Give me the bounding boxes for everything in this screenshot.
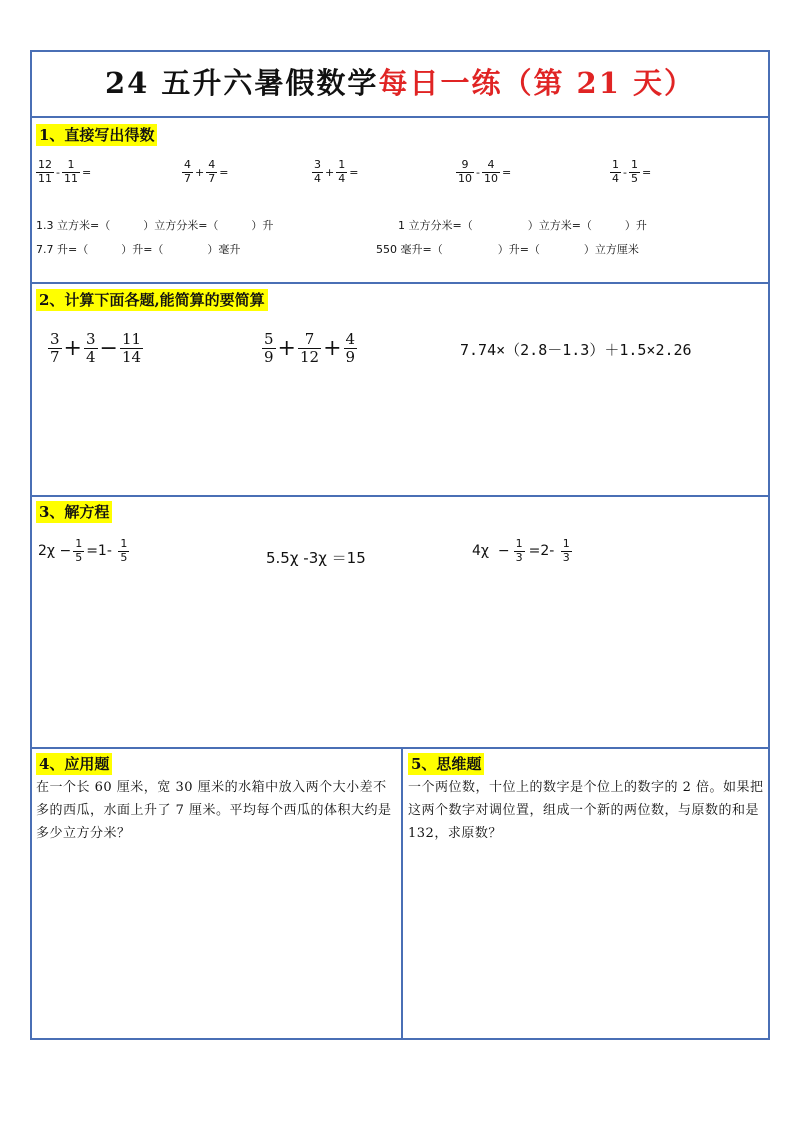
calc-problem-3: 7.74×（2.8－1.3）＋1.5×2.26 (460, 341, 692, 359)
fraction-problem-3: $\frac{3}{4}$ + $\frac{1}{4}$ = (314, 158, 359, 185)
word-problem-text: 在一个长 60 厘米，宽 30 厘米的水箱中放入两个大小差不多的西瓜，水面上升了 7 厘米。平均每个西瓜的体积大约是多少立方分米？ (36, 780, 392, 841)
conversion-problem-3: 7.7 升=（ ）升=（ ）毫升 (36, 243, 241, 256)
divider-section4-5 (401, 749, 403, 1038)
section2-label: 2、计算下面各题,能简算的要简算 (36, 289, 268, 311)
title-main: 24 五升六暑假数学 (104, 66, 379, 100)
title-highlight: 每日一练（第 21 天） (378, 66, 695, 100)
page-title (32, 58, 768, 108)
conversion-problem-4: 550 毫升=（ ）升=（ ）立方厘米 (376, 243, 639, 256)
calc-problem-2: $\frac{5}{9}$ + $\frac{7}{12}$ + $\frac{4}{9}$ (264, 330, 356, 367)
thinking-problem-text: 一个两位数，十位上的数字是个位上的数字的 2 倍。如果把这两个数字对调位置，组成一个新的两位数，与原数的和是 132，求原数？ (408, 780, 764, 841)
fraction-problem-5: $\frac{1}{4}$ - $\frac{1}{5}$ = (612, 158, 652, 185)
section3-label: 3、解方程 (36, 501, 112, 523)
divider-section1 (32, 282, 768, 284)
section4-label: 4、应用题 (36, 753, 112, 775)
conversion-problem-2: 1 立方分米=（ ）立方米=（ ）升 (398, 219, 647, 232)
conversion-problem-1: 1.3 立方米=（ ）立方分米=（ ）升 (36, 219, 274, 232)
equation-1: 2χ − $\frac{1}{5}$ =1- $\frac{1}{5}$ (38, 537, 128, 564)
fraction-problem-1: $\frac{12}{11}$ - $\frac{1}{11}$ = (38, 158, 92, 185)
worksheet-frame (30, 50, 770, 1040)
divider-section2 (32, 495, 768, 497)
divider-title (32, 116, 768, 118)
fraction-problem-2: $\frac{4}{7}$ + $\frac{4}{7}$ = (184, 158, 229, 185)
fraction-problem-4: $\frac{9}{10}$ - $\frac{4}{10}$ = (458, 158, 512, 185)
section5-label: 5、思维题 (408, 753, 484, 775)
equation-3: 4χ − $\frac{1}{3}$ =2- $\frac{1}{3}$ (472, 537, 570, 564)
divider-section3 (32, 747, 768, 749)
section1-label: 1、直接写出得数 (36, 124, 157, 146)
calc-problem-1: $\frac{3}{7}$ + $\frac{3}{4}$ − $\frac{11}{14}$ (50, 330, 142, 367)
equation-2: 5.5χ -3χ ＝15 (266, 549, 366, 567)
